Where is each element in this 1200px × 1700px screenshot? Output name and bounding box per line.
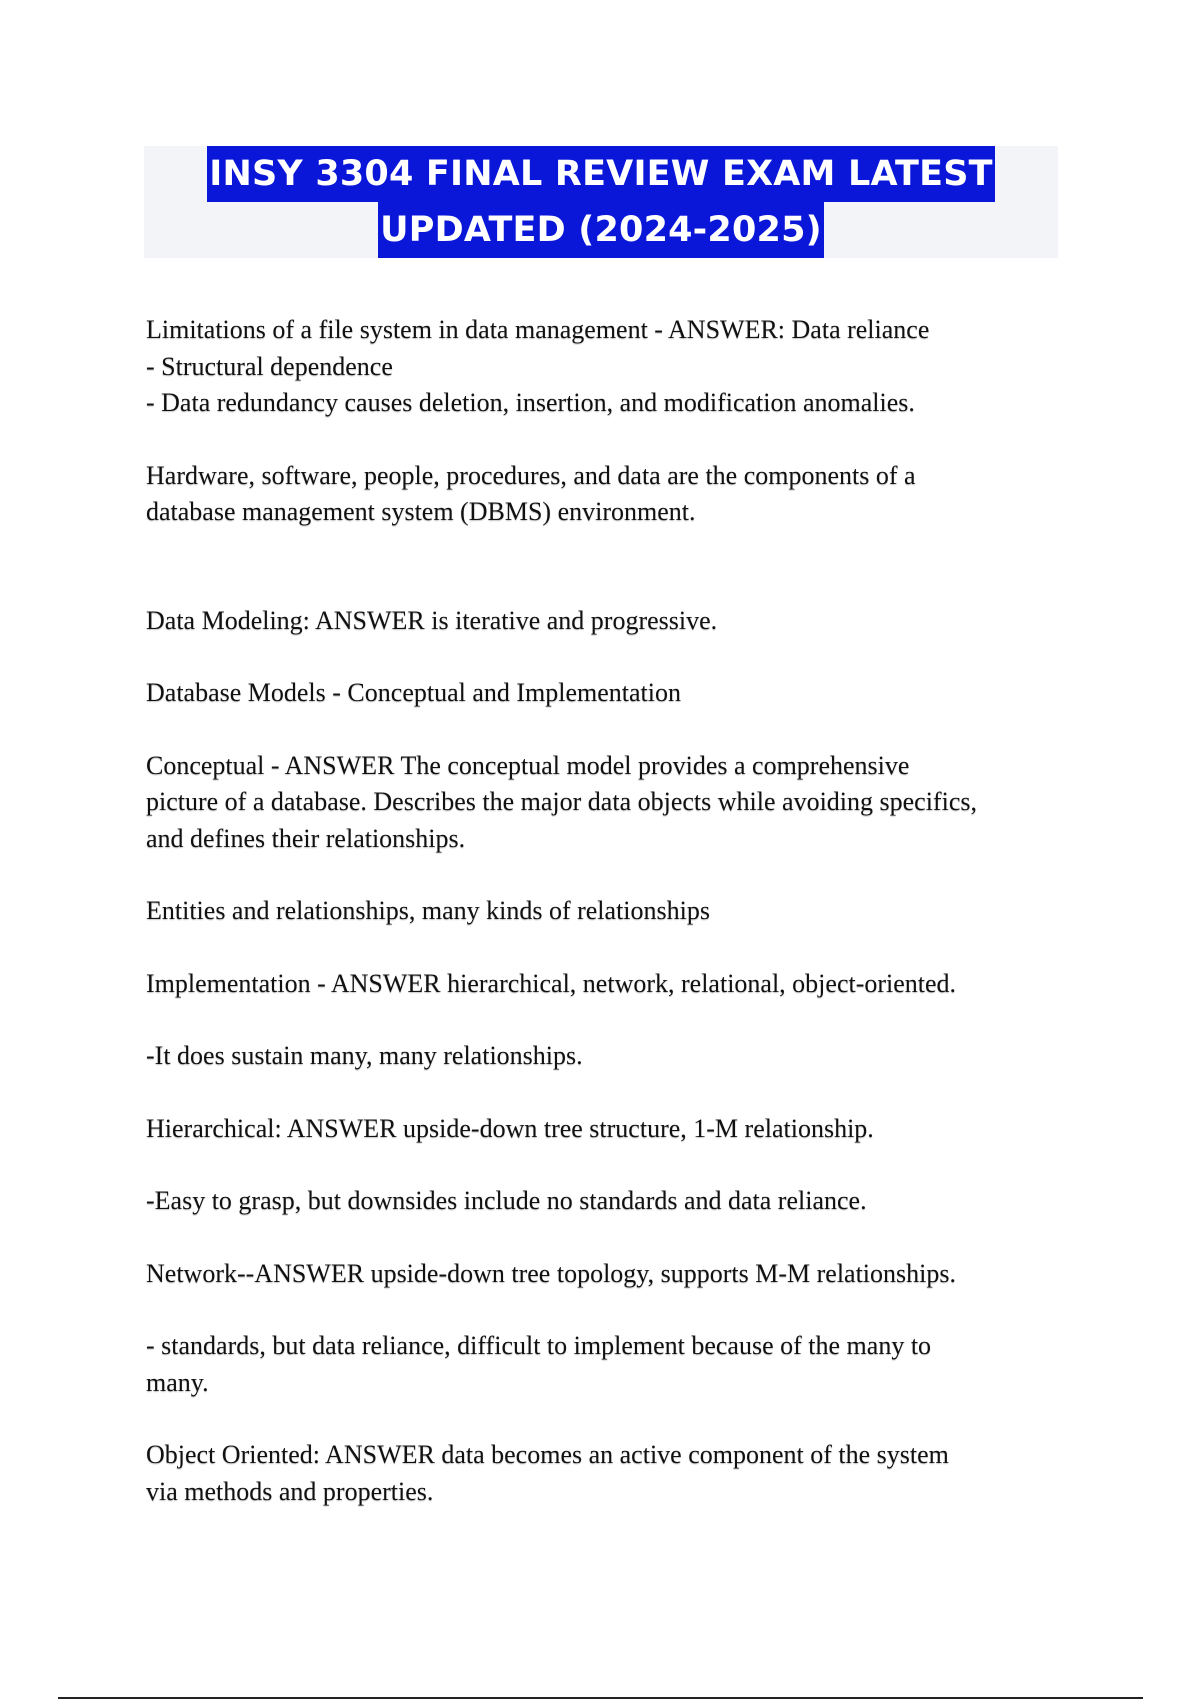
paragraph-conceptual	[146, 748, 1066, 858]
text-line: picture of a database. Describes the major data objects while avoiding specifics,	[146, 787, 977, 816]
text-line: Hardware, software, people, procedures, and data are the components of a	[146, 460, 916, 490]
text-line: - Data redundancy causes deletion, insertion, and modification anomalies.	[146, 388, 915, 417]
paragraph-entities	[146, 893, 1066, 930]
paragraph-network-notes	[146, 1328, 1066, 1401]
paragraph-implementation	[146, 966, 1066, 1003]
paragraph-object-oriented	[146, 1437, 1066, 1510]
title-line-1: INSY 3304 FINAL REVIEW EXAM LATEST	[207, 146, 994, 202]
paragraph-hierarchical	[146, 1111, 1066, 1148]
paragraph-database-models	[146, 675, 1066, 712]
text-line: database management system (DBMS) environment.	[146, 497, 696, 526]
text-line: Conceptual - ANSWER The conceptual model provides a comprehensive	[146, 750, 910, 780]
text-line: Limitations of a file system in data management - ANSWER: Data reliance	[146, 315, 930, 344]
text-line: Database Models - Conceptual and Implementation	[146, 678, 682, 707]
text-line: Implementation - ANSWER hierarchical, network, relational, object-oriented.	[146, 968, 957, 998]
paragraph-many-relationships	[146, 1038, 1066, 1075]
text-line: many.	[146, 1367, 209, 1397]
title-banner	[144, 146, 1058, 258]
paragraph-hierarchical-notes	[146, 1183, 1066, 1220]
paragraph-file-system-limitations	[146, 312, 1066, 422]
text-line: - Structural dependence	[146, 351, 393, 381]
text-line: - standards, but data reliance, difficult to implement because of the many to	[146, 1331, 932, 1360]
paragraph-data-modeling	[146, 603, 1066, 640]
text-line: -Easy to grasp, but downsides include no standards and data reliance.	[146, 1186, 867, 1215]
text-line: Data Modeling: ANSWER is iterative and progressive.	[146, 605, 718, 635]
text-line: via methods and properties.	[146, 1476, 434, 1506]
text-line: Network--ANSWER upside-down tree topology, supports M-M relationships.	[146, 1258, 956, 1288]
paragraph-dbms-components	[146, 458, 1066, 531]
text-line: and defines their relationships.	[146, 823, 466, 853]
text-line: Hierarchical: ANSWER upside-down tree structure, 1-M relationship.	[146, 1113, 874, 1143]
text-line: -It does sustain many, many relationships.	[146, 1041, 583, 1070]
paragraph-network	[146, 1256, 1066, 1293]
text-line: Object Oriented: ANSWER data becomes an active component of the system	[146, 1440, 949, 1469]
footer-divider	[58, 1697, 1143, 1699]
document-body	[146, 312, 1066, 1546]
text-line: Entities and relationships, many kinds of relationships	[146, 896, 710, 925]
title-line-2: UPDATED (2024-2025)	[378, 202, 824, 258]
